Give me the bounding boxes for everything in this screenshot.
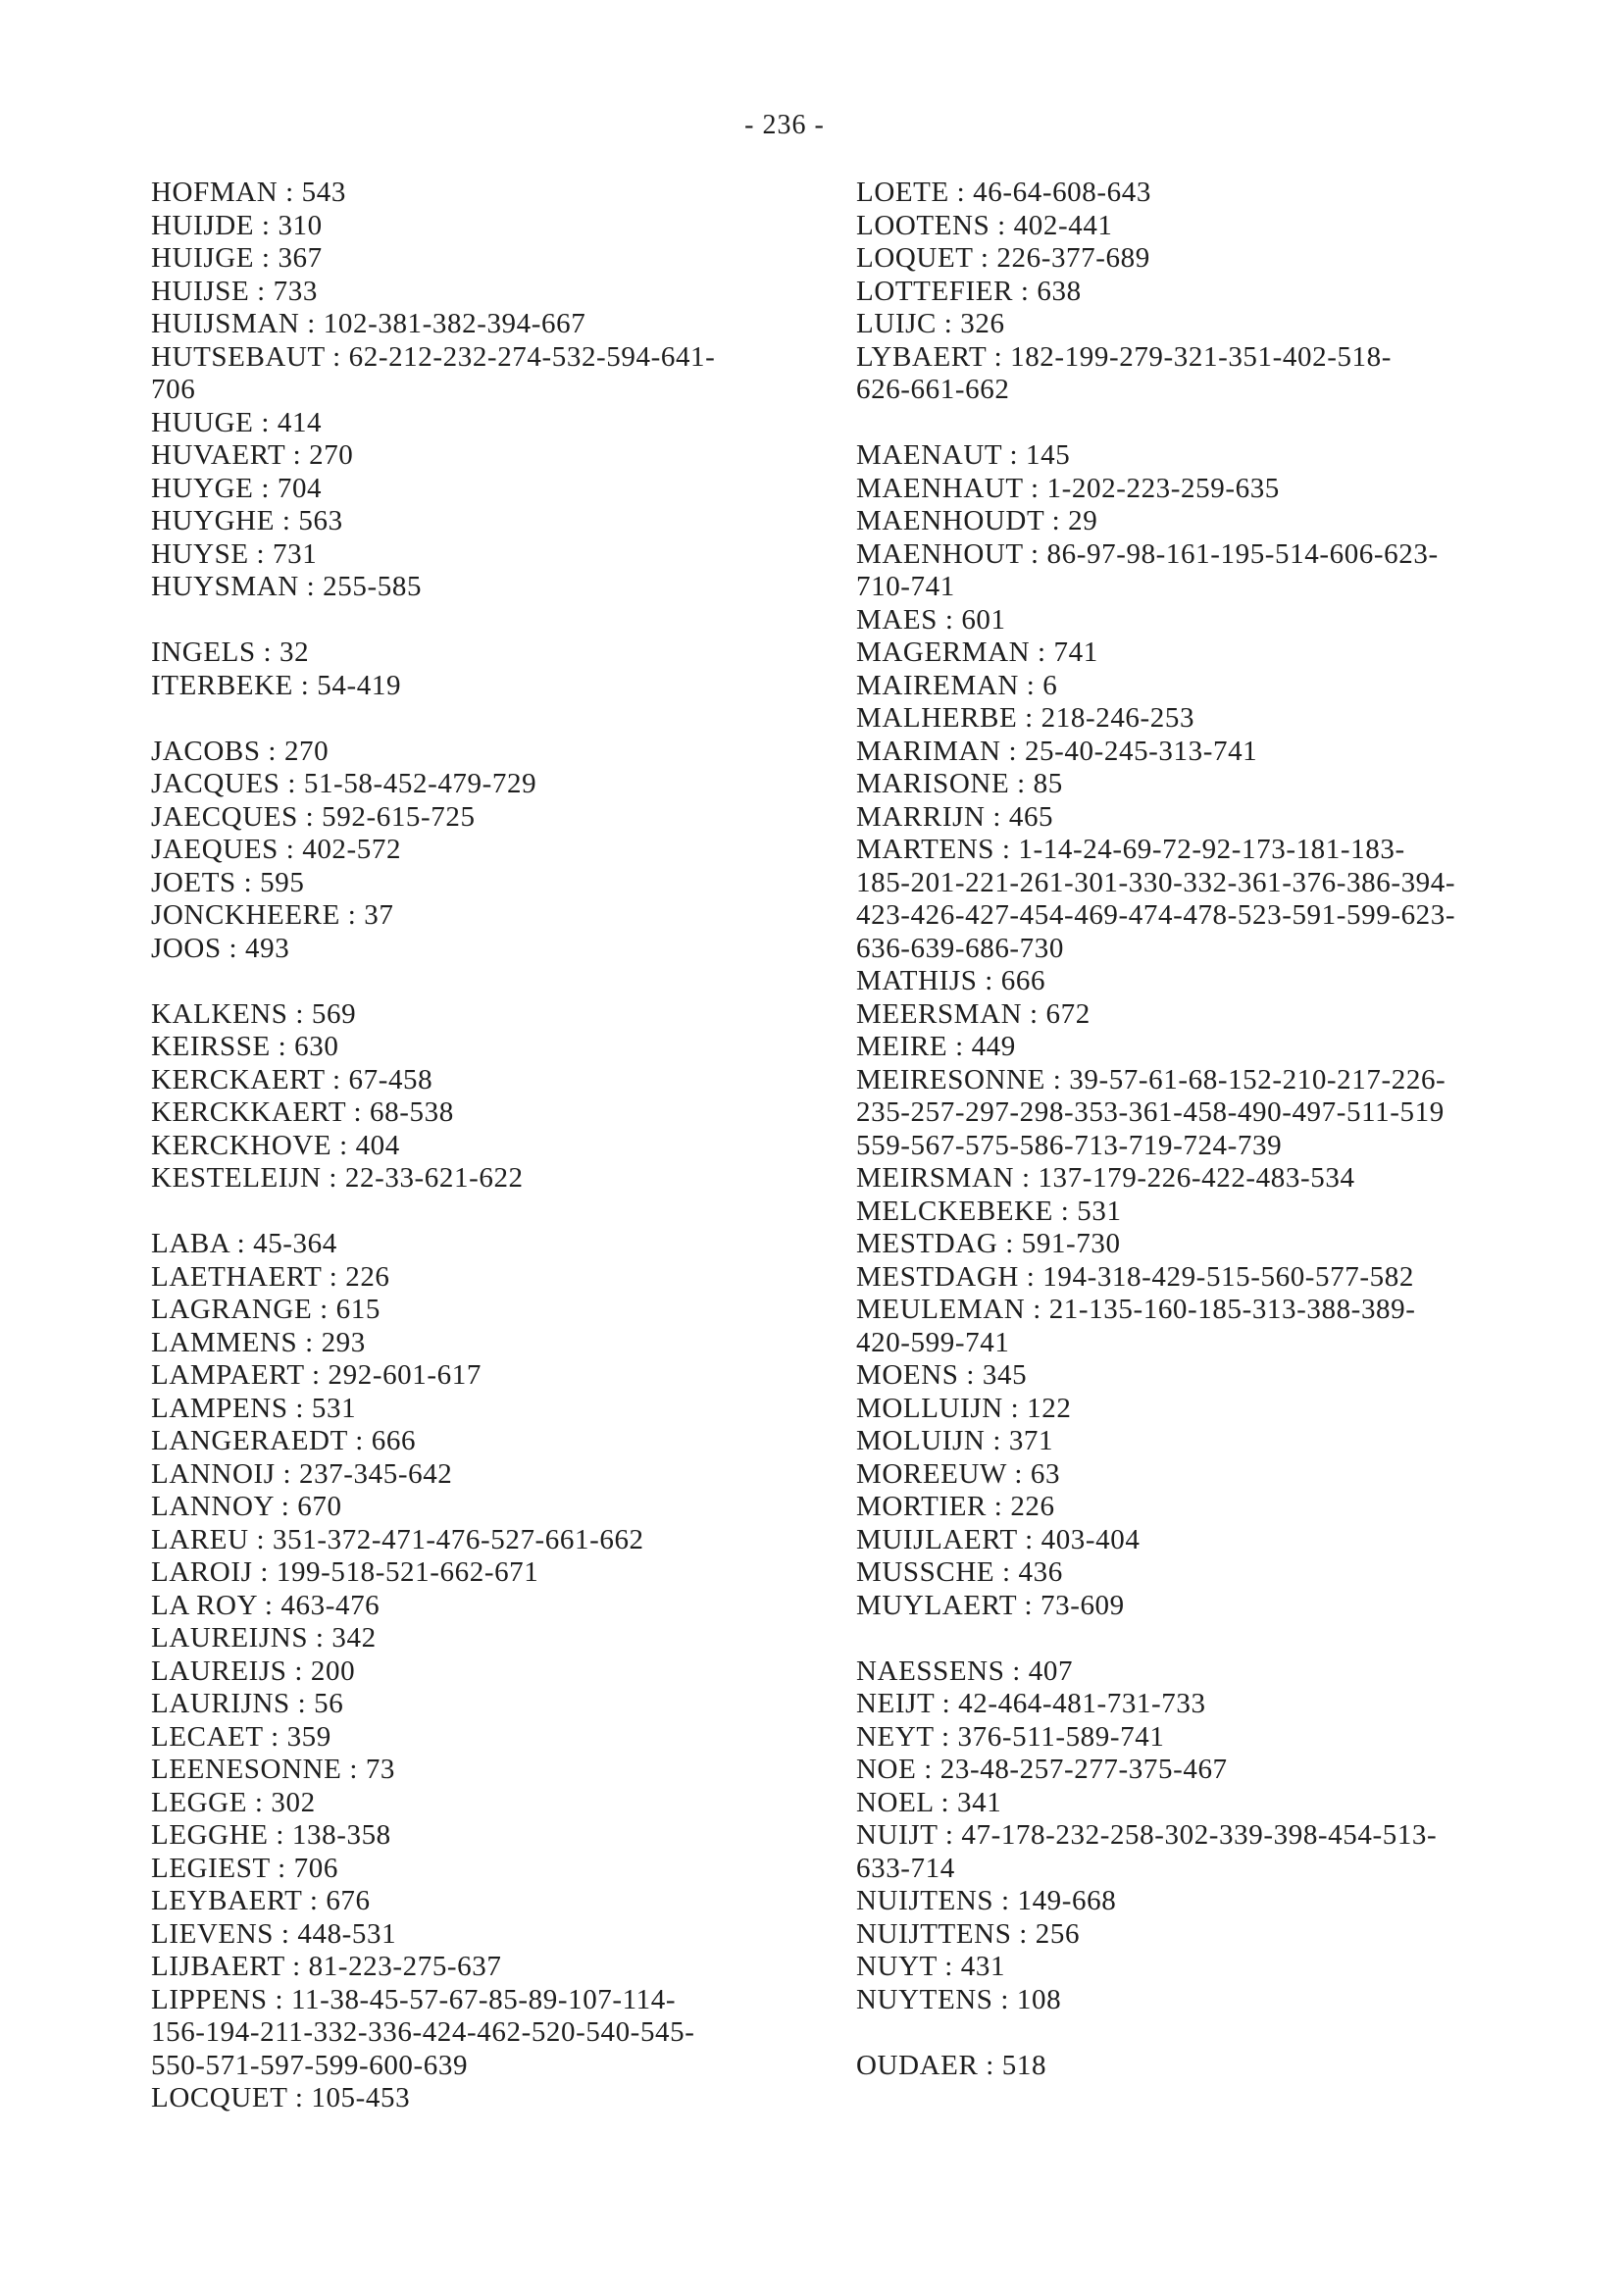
index-entry: LEGIEST : 706 — [151, 1852, 338, 1884]
index-entry: KERCKKAERT : 68-538 — [151, 1096, 454, 1128]
index-column-left — [151, 177, 808, 2115]
index-entry: KEIRSSE : 630 — [151, 1031, 339, 1062]
index-entry: MOREEUW : 63 — [856, 1457, 1061, 1490]
index-entry: 633-714 — [856, 1852, 955, 1884]
index-entry: HUYGE : 704 — [151, 472, 323, 504]
index-entry: MAES : 601 — [856, 603, 1006, 636]
index-entry: MEIRE : 449 — [856, 1031, 1016, 1062]
index-entry: HUVAERT : 270 — [151, 439, 354, 471]
index-entry: MUIJLAERT : 403-404 — [856, 1523, 1141, 1555]
index-entry: MESTDAGH : 194-318-429-515-560-577-582 — [856, 1260, 1414, 1293]
index-entry: MAENHOUT : 86-97-98-161-195-514-606-623- — [856, 537, 1439, 570]
index-entry: KESTELEIJN : 22-33-621-622 — [151, 1162, 524, 1194]
section-gap — [151, 702, 808, 736]
index-entry: JONCKHEERE : 37 — [151, 899, 394, 931]
index-entry: KERCKHOVE : 404 — [151, 1129, 400, 1161]
index-entry: NUIJTENS : 149-668 — [856, 1885, 1117, 1916]
index-entry: MELCKEBEKE : 531 — [856, 1195, 1122, 1227]
index-entry: KERCKAERT : 67-458 — [151, 1063, 433, 1095]
index-entry: MARRIJN : 465 — [856, 800, 1054, 833]
index-entry: MATHIJS : 666 — [856, 965, 1046, 996]
index-entry: MEIRSMAN : 137-179-226-422-483-534 — [856, 1162, 1355, 1194]
index-entry: 156-194-211-332-336-424-462-520-540-545- — [151, 2016, 695, 2048]
index-entry: LEGGE : 302 — [151, 1786, 316, 1818]
index-entry: JOETS : 595 — [151, 866, 305, 898]
index-entry: NEYT : 376-511-589-741 — [856, 1720, 1165, 1753]
index-entry: LAMPAERT : 292-601-617 — [151, 1359, 482, 1391]
index-entry: HUUGE : 414 — [151, 406, 323, 438]
index-entry: LAURIJNS : 56 — [151, 1688, 344, 1719]
index-entry: HUYSMAN : 255-585 — [151, 571, 423, 602]
index-entry: MARISONE : 85 — [856, 768, 1063, 799]
index-entry: LOOTENS : 402-441 — [856, 209, 1113, 241]
index-entry: LYBAERT : 182-199-279-321-351-402-518- — [856, 340, 1393, 373]
section-gap — [856, 1622, 1562, 1655]
index-entry: 550-571-597-599-600-639 — [151, 2049, 469, 2081]
index-entry: NUYT : 431 — [856, 1951, 1006, 1982]
index-entry: MAENHOUDT : 29 — [856, 505, 1098, 536]
index-entry: JOOS : 493 — [151, 932, 290, 964]
section-gap — [151, 604, 808, 637]
index-entry: ITERBEKE : 54-419 — [151, 669, 402, 701]
index-entry: MESTDAG : 591-730 — [856, 1228, 1121, 1259]
index-entry: MAGERMAN : 741 — [856, 636, 1098, 668]
index-entry: MOLLUIJN : 122 — [856, 1392, 1072, 1424]
index-entry: HUYSE : 731 — [151, 537, 318, 570]
section-gap — [151, 1196, 808, 1229]
section-gap — [856, 407, 1562, 440]
index-entry: MEIRESONNE : 39-57-61-68-152-210-217-226- — [856, 1063, 1446, 1095]
index-entry: LIEVENS : 448-531 — [151, 1917, 397, 1950]
index-entry: NUYTENS : 108 — [856, 1983, 1062, 2015]
index-entry: KALKENS : 569 — [151, 997, 357, 1030]
index-entry: MAENHAUT : 1-202-223-259-635 — [856, 472, 1280, 504]
index-entry: MORTIER : 226 — [856, 1491, 1055, 1522]
index-entry: OUDAER : 518 — [856, 2049, 1047, 2081]
index-entry: LUIJC : 326 — [856, 308, 1005, 339]
index-entry: MOLUIJN : 371 — [856, 1425, 1054, 1456]
index-entry: MOENS : 345 — [856, 1359, 1028, 1391]
index-entry: MALHERBE : 218-246-253 — [856, 702, 1195, 734]
index-entry: NUIJT : 47-178-232-258-302-339-398-454-513- — [856, 1819, 1438, 1851]
index-entry: LANNOY : 670 — [151, 1491, 342, 1522]
index-entry: LIPPENS : 11-38-45-57-67-85-89-107-114- — [151, 1983, 677, 2015]
index-entry: LANGERAEDT : 666 — [151, 1425, 417, 1456]
index-entry: 706 — [151, 374, 196, 405]
index-entry: LEENESONNE : 73 — [151, 1754, 396, 1785]
index-entry: NOEL : 341 — [856, 1786, 1002, 1818]
index-entry: MUYLAERT : 73-609 — [856, 1589, 1125, 1621]
index-entry: LOETE : 46-64-608-643 — [856, 177, 1151, 208]
index-entry: LANNOIJ : 237-345-642 — [151, 1457, 453, 1490]
index-entry: 626-661-662 — [856, 374, 1010, 405]
index-entry: 559-567-575-586-713-719-724-739 — [856, 1129, 1283, 1161]
index-entry: 235-257-297-298-353-361-458-490-497-511-519 — [856, 1096, 1445, 1128]
index-entry: INGELS : 32 — [151, 636, 310, 668]
index-entry: HUYGHE : 563 — [151, 505, 343, 536]
index-entry: LEYBAERT : 676 — [151, 1885, 371, 1916]
index-entry: LEGGHE : 138-358 — [151, 1819, 391, 1851]
index-entry: LOQUET : 226-377-689 — [856, 242, 1150, 274]
index-entry: JACQUES : 51-58-452-479-729 — [151, 768, 537, 799]
page-number: - 236 - — [744, 110, 825, 140]
index-entry: JAEQUES : 402-572 — [151, 834, 402, 865]
index-entry: MAIREMAN : 6 — [856, 669, 1058, 701]
index-entry: HOFMAN : 543 — [151, 177, 346, 208]
index-entry: MARIMAN : 25-40-245-313-741 — [856, 735, 1258, 767]
index-entry: HUIJSMAN : 102-381-382-394-667 — [151, 308, 586, 339]
index-entry: HUIJDE : 310 — [151, 209, 323, 241]
index-column-right — [856, 177, 1562, 2082]
index-entry: LABA : 45-364 — [151, 1228, 337, 1259]
index-entry: LOTTEFIER : 638 — [856, 275, 1082, 307]
index-entry: LAGRANGE : 615 — [151, 1294, 381, 1325]
index-entry: 185-201-221-261-301-330-332-361-376-386-394- — [856, 866, 1456, 898]
index-entry: LAROIJ : 199-518-521-662-671 — [151, 1556, 539, 1588]
index-entry: LA ROY : 463-476 — [151, 1589, 381, 1621]
index-entry: LAUREIJNS : 342 — [151, 1622, 377, 1654]
index-entry: MUSSCHE : 436 — [856, 1556, 1063, 1588]
index-entry: 420-599-741 — [856, 1326, 1010, 1358]
index-entry: NUIJTTENS : 256 — [856, 1917, 1081, 1950]
index-entry: NOE : 23-48-257-277-375-467 — [856, 1754, 1228, 1785]
index-entry: HUIJGE : 367 — [151, 242, 323, 274]
index-entry: LOCQUET : 105-453 — [151, 2082, 411, 2113]
index-entry: MEERSMAN : 672 — [856, 997, 1091, 1030]
index-entry: LAUREIJS : 200 — [151, 1655, 356, 1687]
index-entry: NEIJT : 42-464-481-731-733 — [856, 1688, 1206, 1719]
index-entry: JAECQUES : 592-615-725 — [151, 800, 476, 833]
index-entry: LAMPENS : 531 — [151, 1392, 357, 1424]
index-entry: 423-426-427-454-469-474-478-523-591-599-623- — [856, 899, 1456, 931]
index-entry: MAENAUT : 145 — [856, 439, 1071, 471]
index-entry: HUTSEBAUT : 62-212-232-274-532-594-641- — [151, 340, 716, 373]
section-gap — [151, 965, 808, 998]
index-entry: LAMMENS : 293 — [151, 1326, 366, 1358]
index-entry: LAETHAERT : 226 — [151, 1260, 390, 1293]
section-gap — [856, 2016, 1562, 2050]
index-entry: LECAET : 359 — [151, 1720, 331, 1753]
index-entry: MEULEMAN : 21-135-160-185-313-388-389- — [856, 1294, 1416, 1325]
index-entry: JACOBS : 270 — [151, 735, 330, 767]
index-entry: MARTENS : 1-14-24-69-72-92-173-181-183- — [856, 834, 1405, 865]
index-entry: NAESSENS : 407 — [856, 1655, 1074, 1687]
index-entry: 710-741 — [856, 571, 955, 602]
index-entry: LAREU : 351-372-471-476-527-661-662 — [151, 1523, 644, 1555]
index-entry: HUIJSE : 733 — [151, 275, 318, 307]
index-entry: 636-639-686-730 — [856, 932, 1064, 964]
index-entry: LIJBAERT : 81-223-275-637 — [151, 1951, 502, 1982]
